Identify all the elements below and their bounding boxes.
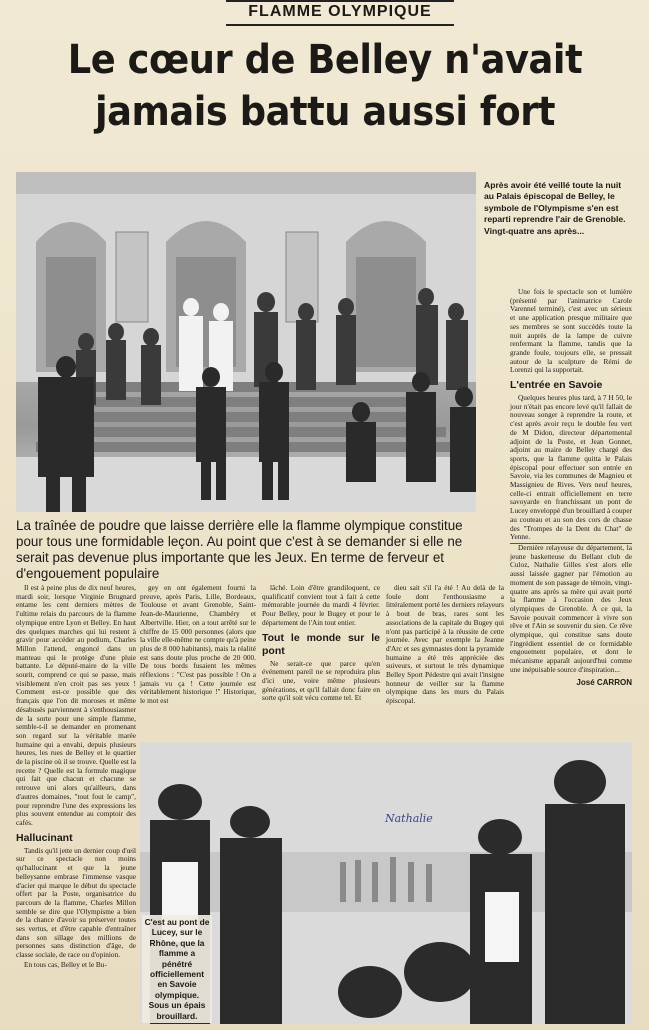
photo-caption-top: La traînée de poudre que laisse derrière elle la flamme olympique constitue pour tous une formidable leçon. Au point que c'est à se demander si elle ne serait pas devenue plus importante que les Jeux. En terme de ferveur et d'engouement populaire [16, 518, 463, 581]
column-5-paragraph-3: Dernière relayeuse du département, la jeune basketteuse du Bellant club de Culoz, Nathalie Gilles s'est alors elle aussi laissée gagner par l'émotion au moment de son passage de témoin, vingt-quatre ans après sa mère qui avait porté la flamme à l'occasion des Jeux olympiques de Grenoble. À ce qui, la Savoie pouvait commencer à vivre son rêve et l'Ain se souvenir du sien. Ce rêve olympique, qui constitue sans doute l'ingrédient essentiel de ce formidable engouement populaire, et dont le mécanisme apparaît aujourd'hui comme une inépuisable source d'inspiration... [510, 542, 632, 674]
photo-pont-lucey [140, 742, 632, 1024]
column-4-paragraph-1: dieu sait s'il l'a été ! Au delà de la foule dont l'enthousiasme a littéralement porté les derniers relayeurs à bout de bras, rares sont les associations de la capitale du Bugey qui n'ont pas participé à la réussite de cette journée. Avec par exemple la Jeanne d'Arc et ses gymnastes dont la pyramide humaine a été très appréciée des suiveurs, et surtout le très dynamique Belley Sport Pédestre qui avait l'insigne honneur de veiller sur la flamme olympique dans les murs du Palais épiscopal. [386, 583, 504, 706]
photo-caption-bottom: C'est au pont de Lucey, sur le Rhône, que la flamme a pénétré officiellement en Savoie olympique. Sous un épais brouillard. [142, 915, 212, 1023]
subhead-entree-savoie: L'entrée en Savoie [510, 379, 603, 392]
photo-palace-steps [16, 172, 476, 512]
article-column-3 [262, 584, 380, 704]
author-signature: José CARRON [576, 677, 632, 687]
lead-paragraph: Après avoir été veillé toute la nuit au Palais épiscopal de Belley, le symbole de l'Olympisme s'en est reparti reprendre l'air de Grenoble. Vingt-quatre ans après... [484, 180, 626, 236]
article-column-5 [510, 288, 632, 687]
column-1-paragraph-2: Tandis qu'il jette un dernier coup d'œil sur ce spectacle non moins qu'hallucinant et que la jeune belleysanne embrase l'immense vasque d'acier qui marque le début du spectacle offert par la Poste, organisatrice du parcours de la flamme, Charles Millon semble se dire que l'Olympisme a bien de la chance d'avoir su préserver toutes ses vertus, et d'être capable d'entraîner dans son sillage des millions de personnes sans distinction d'âge, de classe sociale, de race ou d'opinion. [16, 845, 136, 960]
subhead-hallucinant: Hallucinant [16, 831, 73, 844]
column-2-paragraph-1: gey en ont également fourni la preuve, après Paris, Lille, Bordeaux, Toulouse et avant Grenoble, Saint-Jean-de-Maurienne, Chambéry et Albertville. Hier, on a tout arrêté sur le chiffre de 15 000 personnes (alors que la ville elle-même ne compte qu'à peine plus de 8 000 habitants), mais la réalité est sans doute plus proche de 20 000. De tous bords fusaient les mêmes réflexions : "C'est pas possible ! On a jamais vu ça ! Cette journée est véritablement historique !" Historique, le mot est [140, 583, 256, 706]
article-column-4 [386, 584, 504, 707]
column-5-paragraph-1: Une fois le spectacle son et lumière (présenté par l'animatrice Carole Varennel terminé), c'est avec un sérieux et une application presque militaire que ses membres se sont succédés toute la nuit auprès de la lampe de cuivre renfermant la flamme, tandis que la grande foule, toujours elle, se pressait autour de la sculpture de Rémi de Lorenzi qui la supportait. [510, 287, 632, 375]
headline: Le cœur de Belley n'avait jamais battu aussi fort [67, 37, 583, 135]
column-3-paragraph-1: lâché. Loin d'être grandiloquent, ce qualificatif convient tout à fait à cette mémorable journée du mardi 4 février. Pour Belley, pour le Bugey et pour le département de l'Ain tout entier. [262, 583, 380, 627]
article-column-1 [16, 584, 136, 971]
column-1-paragraph-3: En tous cas, Belley et le Bu- [24, 959, 107, 969]
section-kicker: FLAMME OLYMPIQUE [226, 0, 454, 26]
column-5-paragraph-2: Quelques heures plus tard, à 7 H 50, le jour n'était pas encore levé qu'il fallait de nouveau songer à reprendre la route, et c'est après avoir reçu le double feu vert de M Didon, directeur départemental adjoint de la Poste, et Jean Gonnet, adjoint au maire de Belley chargé des sports, que la flamme quitta le Palais épiscopal pour effectuer son entrée en Savoie, via les communes de Magnieu et Massignieu de Rives. Vers neuf heures, celle-ci entrait officiellement en terre savoyarde en franchissant un pont de Lucey enveloppé d'un brouillard à couper au couteau et au son des cors de chasse des "Trompes de la Dent du Chat" de Yenne. [510, 393, 632, 542]
column-1-paragraph-1: Il est à peine plus de dix neuf heures, mardi soir, lorsque Virginie Brugnard entame les cent derniers mètres de l'ultime relais du parcours de la flamme olympique entre Lyon et Belley. En haut des quelques marches qui lui restent à gravir pour accéder au podium, Charles Millon l'attend, engoncé dans un manteau qui le protège d'une pluie battante. Le député-maire de la ville sourit, comprend ce qui se passe, mais visiblement n'en croit pas ses yeux ! Comment est-ce possible que des français que l'on dit moroses et même désabusés parviennent à s'enthousiasmer de la sorte pour une simple flamme, semble-t-il se demander en promenant son regard sur la véritable marée humaine qui a envahi, depuis plusieurs heures, les rues de Belley et le quartier de la piscine où il se trouve. Quelle est la recette ? Quelle est la formule magique qui fait que chacun et chacune se retrouve uni alors qu'ailleurs, dans d'autres domaines, "tout fout le camp", pour reprendre l'une des expressions les plus souvent entendue au comptoir des cafés. [16, 583, 136, 827]
handwritten-annotation: Nathalie [385, 812, 433, 825]
column-3-paragraph-2: Ne serait-ce que parce qu'en événement pareil ne se reproduira plus d'ici une, voire même plusieurs générations, et qu'il fallait donc faire en sorte qu'il soit vécu comme tel. Et [262, 658, 380, 703]
subhead-tout-le-monde: Tout le monde sur le pont [262, 631, 380, 657]
article-column-2 [140, 584, 256, 707]
